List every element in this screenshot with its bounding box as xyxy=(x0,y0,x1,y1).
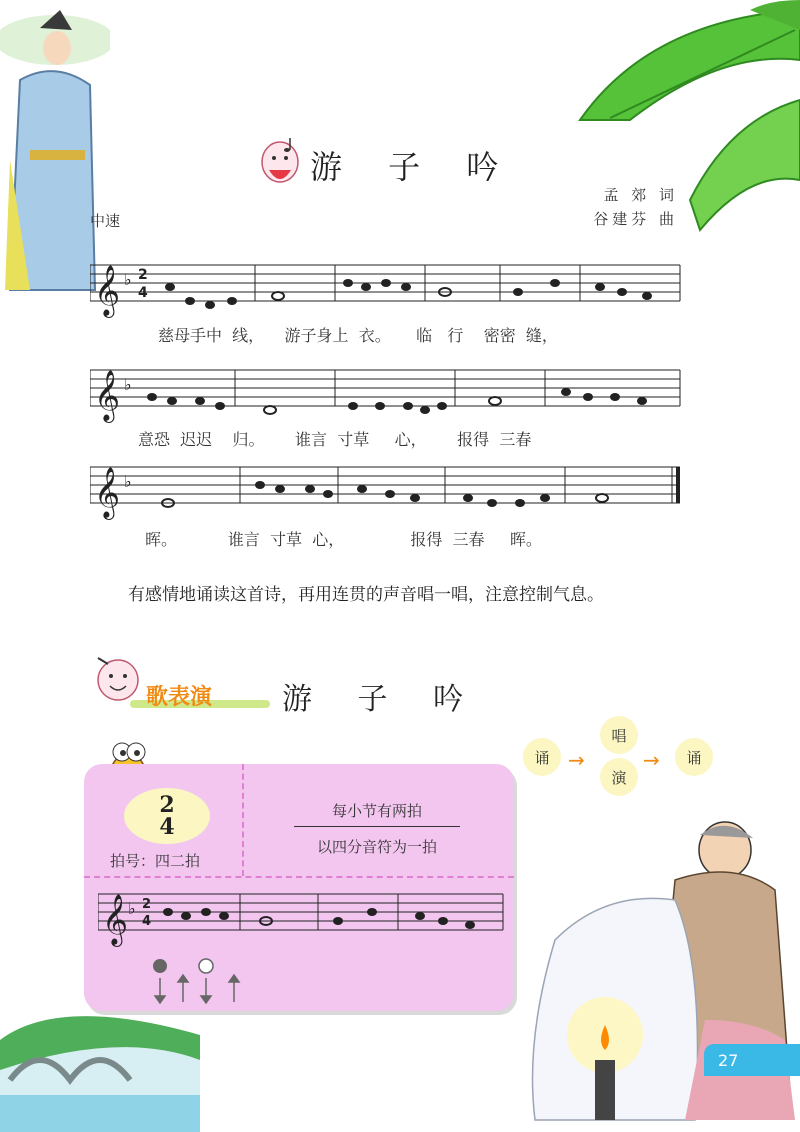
svg-text:2: 2 xyxy=(138,267,148,283)
music-staff xyxy=(90,457,690,527)
banana-leaf-illustration xyxy=(570,0,800,270)
mother-sewing-illustration xyxy=(525,820,800,1132)
flow-start-recite: 诵 xyxy=(523,738,561,776)
song-title: 游 子 吟 xyxy=(310,148,517,186)
flow-branch-perform: 演 xyxy=(600,758,638,796)
svg-text:♭: ♭ xyxy=(124,472,132,491)
lyrics-line: 晖。 谁言 寸草 心， 报得 三春 晖。 xyxy=(145,530,542,549)
meter-rule-bottom: 以四分音符为一拍 xyxy=(316,838,437,856)
treble-clef-icon: 𝄞 xyxy=(102,894,129,945)
meter-rule-line xyxy=(294,826,460,827)
mascot-icon xyxy=(255,132,305,192)
page-number: 27 xyxy=(704,1044,800,1076)
section-badge: 歌表演 xyxy=(146,685,213,710)
treble-clef-icon: 𝄞 xyxy=(94,265,121,316)
tempo-marking: 中速 xyxy=(90,212,121,230)
flow-end-recite: 诵 xyxy=(675,738,713,776)
arrow-right-icon: → xyxy=(568,748,585,772)
section-title: 游 子 吟 xyxy=(282,682,482,717)
treble-clef-icon: 𝄞 xyxy=(94,370,121,421)
bridge-illustration xyxy=(0,1000,200,1132)
instruction-text: 有感情地诵读这首诗，再用连贯的声音唱一唱，注意控制气息。 xyxy=(128,585,604,605)
music-staff xyxy=(90,255,690,325)
flow-branch-sing: 唱 xyxy=(600,716,638,754)
svg-text:♭: ♭ xyxy=(124,270,132,289)
music-staff xyxy=(90,360,690,430)
svg-text:♭: ♭ xyxy=(124,375,132,394)
panel-divider-horizontal xyxy=(84,876,514,878)
beat-weak-icon xyxy=(199,959,213,973)
mascot-icon xyxy=(88,648,148,708)
svg-text:4: 4 xyxy=(142,914,152,929)
arrow-right-icon: → xyxy=(643,748,660,772)
meter-label: 拍号：四二拍 xyxy=(110,852,201,870)
composer-credit: 谷建芬 曲 xyxy=(593,210,678,228)
svg-text:♭: ♭ xyxy=(128,899,136,918)
lyrics-line: 慈母手中 线， 游子身上 衣。 临 行 密密 缝， xyxy=(158,326,558,345)
time-signature-bottom: 4 xyxy=(159,814,175,840)
rhythm-staff xyxy=(98,884,508,1004)
beat-strong-icon xyxy=(153,959,167,973)
time-signature-oval xyxy=(124,788,210,844)
svg-text:2: 2 xyxy=(142,897,152,912)
treble-clef-icon: 𝄞 xyxy=(94,467,121,518)
lesson-panel xyxy=(84,764,514,1011)
lyricist-credit: 孟 郊 词 xyxy=(603,186,678,204)
time-signature-top: 2 xyxy=(159,792,175,818)
lyrics-line: 意恐 迟迟 归。 谁言 寸草 心， 报得 三春 xyxy=(138,430,532,449)
svg-text:4: 4 xyxy=(138,285,148,301)
panel-divider-vertical xyxy=(242,764,244,876)
meter-rule-top: 每小节有两拍 xyxy=(331,802,422,820)
